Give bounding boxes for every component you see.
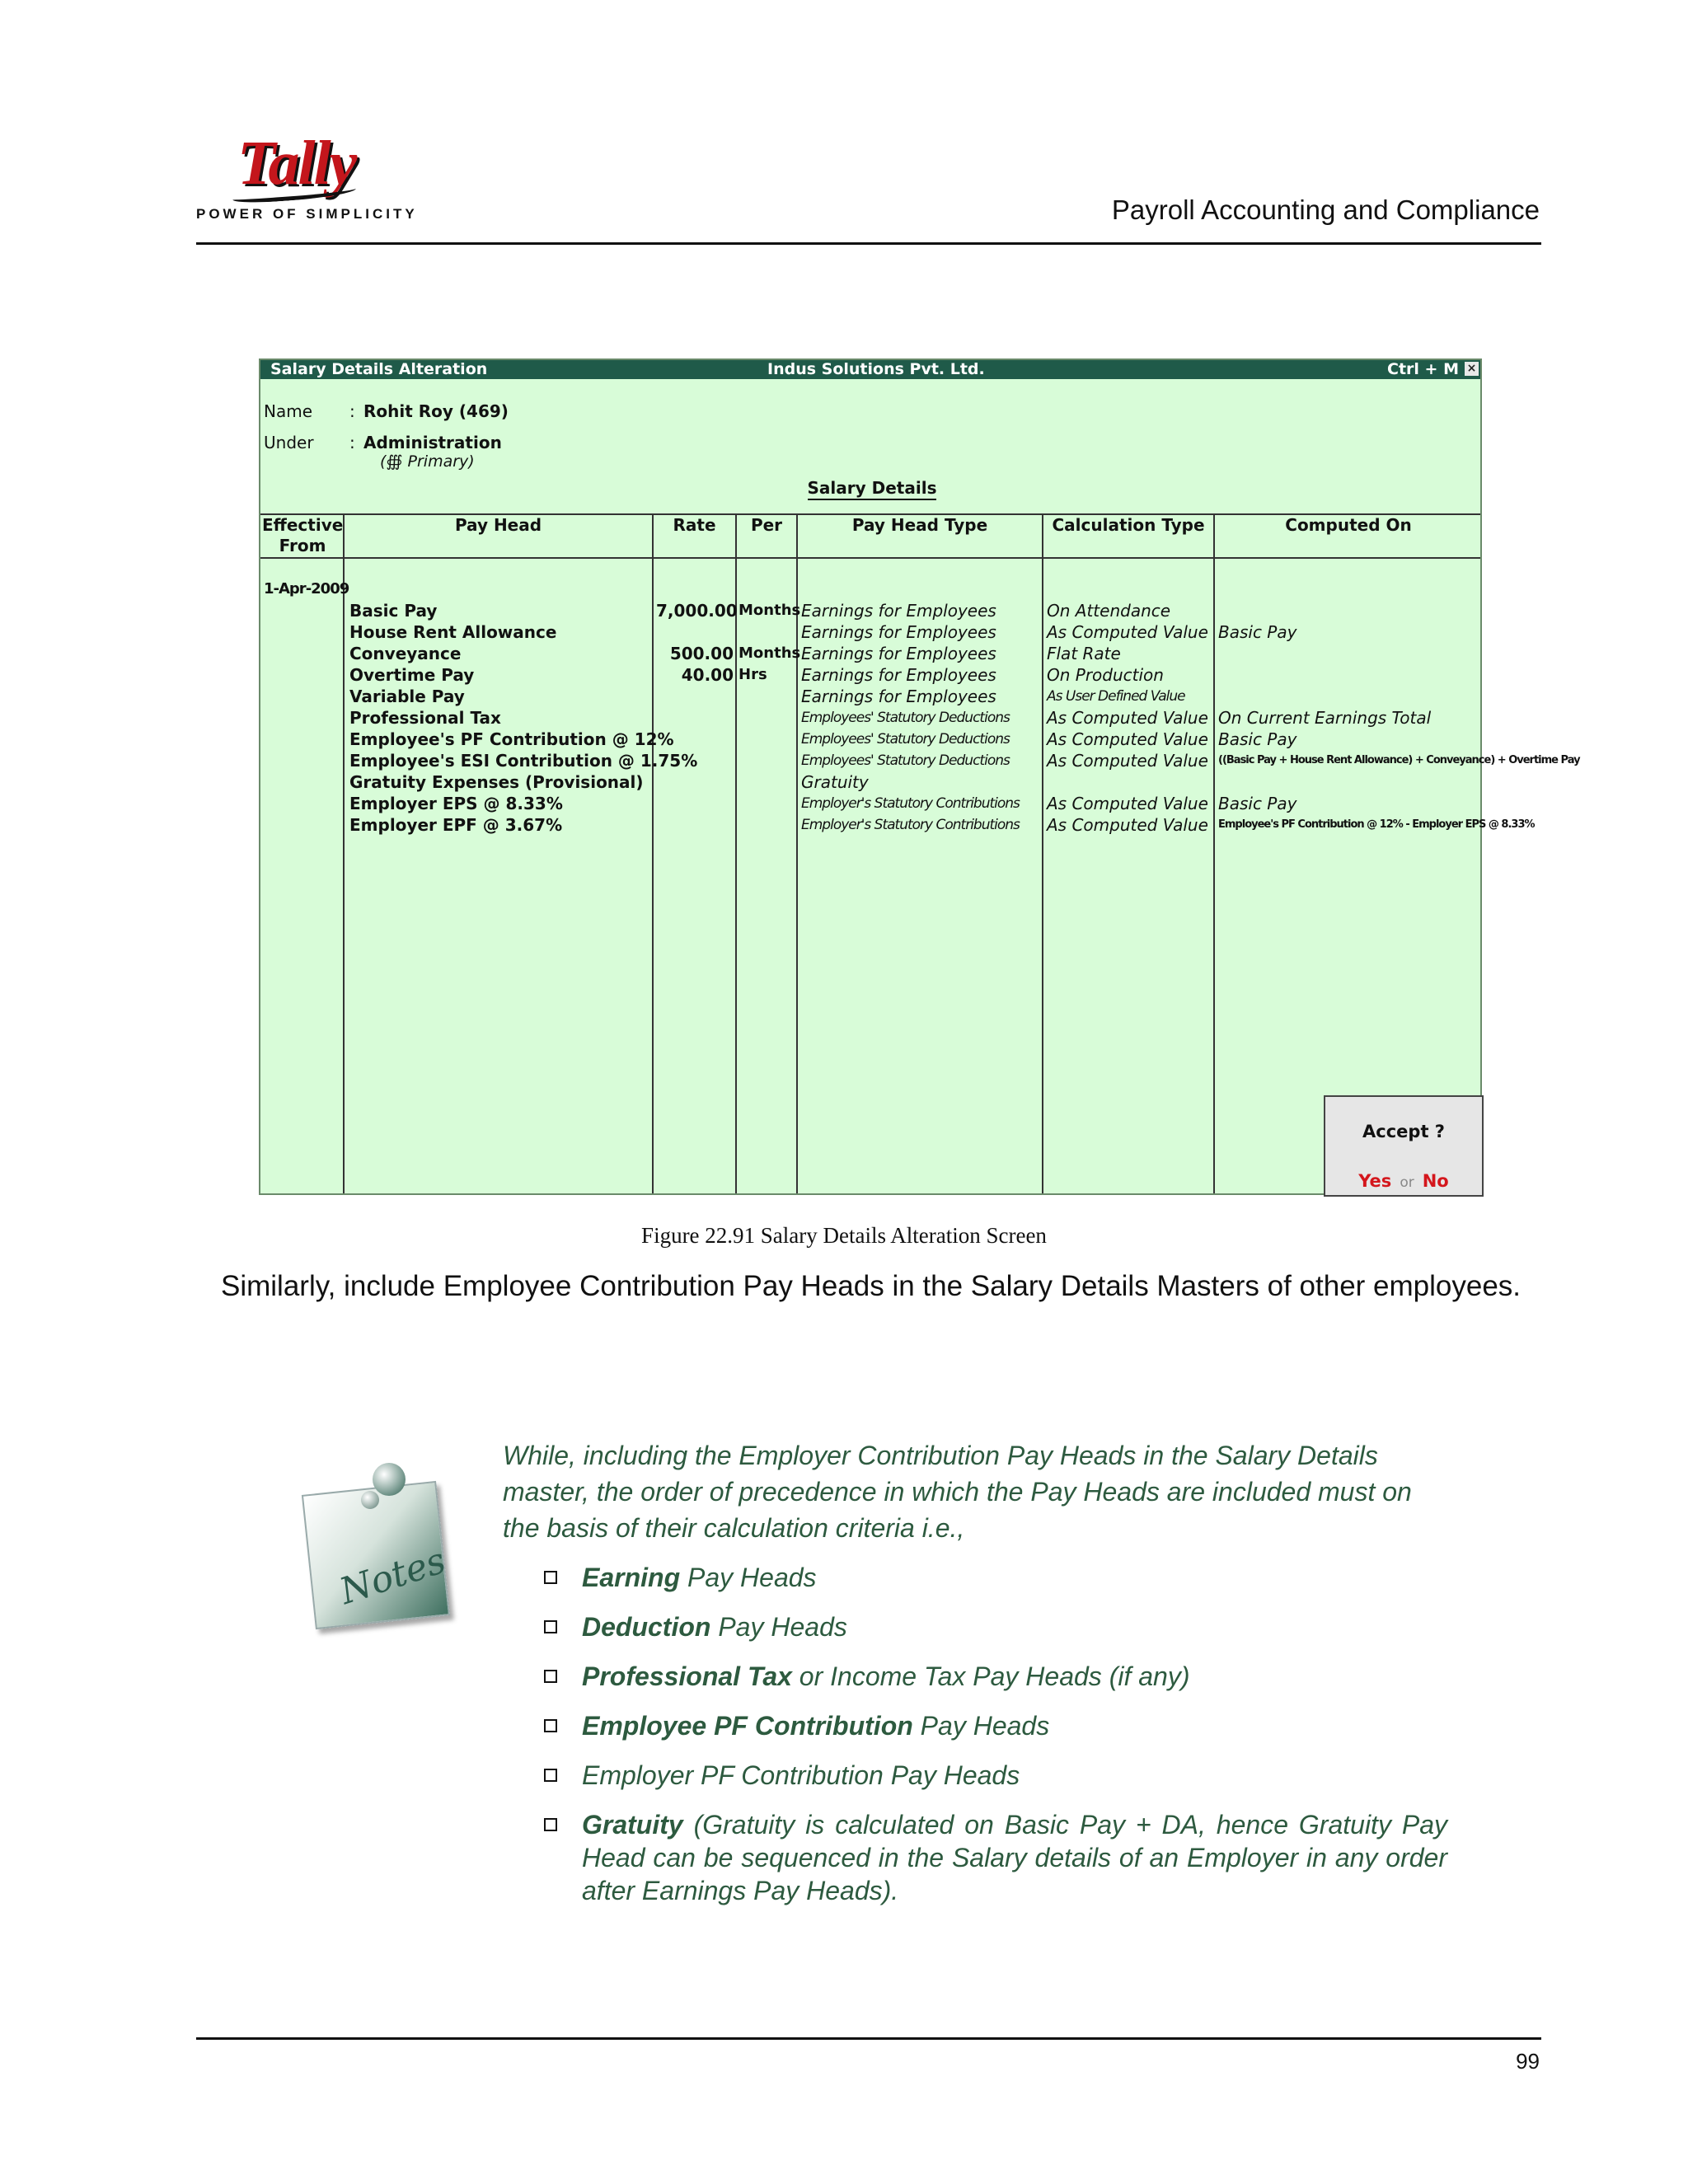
pay-head-type: Earnings for Employees: [801, 687, 996, 706]
col-rate: Rate: [673, 515, 716, 535]
pay-head: Conveyance: [349, 644, 462, 663]
pay-head-type: Earnings for Employees: [801, 622, 996, 642]
name-colon: :: [349, 401, 355, 421]
notes-list: [541, 1561, 1447, 1924]
pay-head-type: Earnings for Employees: [801, 665, 996, 685]
notes-intro: While, including the Employer Contribution Pay Heads in the Salary Details master, the order of precedence in which the Pay Heads are included must on the basis of their calculation criteria i.e.,: [503, 1441, 1412, 1543]
item-text: Pay Heads: [680, 1563, 817, 1592]
company-name: Indus Solutions Pvt. Ltd.: [767, 360, 985, 378]
pay-head: Employee's PF Contribution @ 12%: [349, 729, 674, 749]
pushpin-icon: [373, 1463, 406, 1496]
table-row[interactable]: [260, 621, 1480, 643]
pay-head-type: Employer's Statutory Contributions: [801, 795, 1020, 812]
page-header-title: Payroll Accounting and Compliance: [1111, 194, 1540, 225]
table-row[interactable]: [260, 600, 1480, 621]
or-label: or: [1400, 1174, 1414, 1191]
effective-date[interactable]: 1-Apr-2009: [264, 580, 349, 598]
salary-details-screen: [259, 359, 1580, 1195]
calculation-type: Flat Rate: [1047, 644, 1121, 663]
logo-wordmark: Tally: [237, 129, 356, 198]
item-bold: Gratuity: [582, 1810, 683, 1840]
item-bold: Deduction: [582, 1612, 711, 1642]
list-item: [541, 1610, 1447, 1643]
pay-head: House Rent Allowance: [349, 622, 557, 642]
list-item: [541, 1561, 1447, 1594]
pay-head-type: Employees' Statutory Deductions: [801, 752, 1010, 769]
col-calculation-type: Calculation Type: [1052, 515, 1205, 535]
rate: 500.00: [669, 644, 734, 663]
pay-head-type: Earnings for Employees: [801, 644, 996, 663]
calculation-type: As Computed Value: [1047, 815, 1208, 835]
col-effective-from: Effective From: [262, 515, 344, 555]
pay-head-type: Gratuity: [801, 772, 869, 792]
table-row[interactable]: [260, 686, 1480, 707]
rate: 40.00: [681, 665, 734, 685]
rate: 7,000.00: [656, 601, 738, 621]
table-row[interactable]: [260, 643, 1480, 664]
item-bold: Employee PF Contribution: [582, 1711, 913, 1741]
pay-head: Employee's ESI Contribution @ 1.75%: [349, 751, 698, 771]
pay-head-type: Employees' Statutory Deductions: [801, 731, 1010, 748]
pay-head-type: Employees' Statutory Deductions: [801, 710, 1010, 726]
screen-titlebar: [260, 360, 1480, 379]
calculation-type: As Computed Value: [1047, 708, 1208, 728]
section-title: [260, 478, 1484, 498]
calculation-type: As Computed Value: [1047, 622, 1208, 642]
list-item: [541, 1660, 1447, 1693]
col-pay-head-type: Pay Head Type: [851, 515, 988, 535]
pay-head: Variable Pay: [349, 687, 465, 706]
calculation-type: As User Defined Value: [1047, 688, 1185, 705]
calculation-type: On Production: [1047, 665, 1164, 685]
calculation-type: As Computed Value: [1047, 751, 1208, 771]
table-row[interactable]: [260, 793, 1480, 814]
computed-on: On Current Earnings Total: [1218, 708, 1432, 728]
computed-on: Employee's PF Contribution @ 12% - Employer EPS @ 8.33%: [1218, 818, 1535, 831]
under-label: Under: [264, 433, 314, 452]
under-colon: :: [349, 433, 355, 452]
table-row[interactable]: [260, 750, 1580, 771]
pay-head-type: Employer's Statutory Contributions: [801, 817, 1020, 833]
item-text: Employer PF Contribution Pay Heads: [582, 1760, 1020, 1790]
table-row[interactable]: [260, 664, 1480, 686]
name-label: Name: [264, 401, 313, 421]
col-per: Per: [750, 515, 783, 535]
pay-head-type: Earnings for Employees: [801, 601, 996, 621]
list-item: [541, 1759, 1447, 1792]
pay-head: Gratuity Expenses (Provisional): [349, 772, 644, 792]
table-row[interactable]: [260, 771, 1480, 793]
col-pay-head: Pay Head: [454, 515, 542, 535]
pay-head: Employer EPF @ 3.67%: [349, 815, 563, 835]
header-rule: [196, 242, 1541, 245]
item-text: Pay Heads: [912, 1711, 1050, 1741]
computed-on: Basic Pay: [1218, 729, 1297, 749]
logo-tagline: POWER OF SIMPLICITY: [196, 206, 418, 222]
per: Hrs: [738, 666, 767, 683]
computed-on: Basic Pay: [1218, 622, 1297, 642]
accept-options: [1325, 1171, 1482, 1191]
pay-head: Overtime Pay: [349, 665, 475, 685]
name-value[interactable]: Rohit Roy (469): [363, 401, 509, 421]
under-value[interactable]: Administration: [363, 433, 502, 452]
calculation-type: As Computed Value: [1047, 794, 1208, 813]
under-parent: (∰ Primary): [380, 452, 475, 471]
per: Months: [738, 602, 801, 619]
body-paragraph: Similarly, include Employee Contribution Pay Heads in the Salary Details Masters of other employees.: [221, 1270, 1522, 1302]
item-bold: Earning: [582, 1563, 681, 1592]
notes-label: Notes: [335, 1539, 451, 1614]
yes-button[interactable]: Yes: [1358, 1171, 1392, 1191]
no-button[interactable]: No: [1422, 1171, 1449, 1191]
pay-head: Professional Tax: [349, 708, 501, 728]
table-row[interactable]: [260, 707, 1480, 729]
calculation-type: On Attendance: [1047, 601, 1171, 621]
pay-head: Employer EPS @ 8.33%: [349, 794, 563, 813]
window-title: Salary Details Alteration: [270, 360, 488, 378]
tally-logo: [196, 129, 418, 229]
item-text: (Gratuity is calculated on Basic Pay + DA, hence Gratuity Pay Head can be sequenced in the Salary details of an Employer in any order after Earnings Pay Heads).: [582, 1810, 1447, 1905]
list-item: [541, 1709, 1447, 1742]
figure-caption: Figure 22.91 Salary Details Alteration Screen: [641, 1223, 1047, 1248]
table-row[interactable]: [260, 814, 1535, 836]
accept-dialog: [1324, 1095, 1484, 1197]
pin-stem: [361, 1491, 379, 1509]
section-title-text: Salary Details: [808, 478, 937, 500]
per: Months: [738, 644, 801, 662]
close-icon[interactable]: ×: [1465, 362, 1479, 376]
item-text: or Income Tax Pay Heads (if any): [791, 1661, 1190, 1691]
table-header-rule: [260, 557, 1480, 559]
item-text: Pay Heads: [710, 1612, 847, 1642]
calculation-type: As Computed Value: [1047, 729, 1208, 749]
notes-icon: [305, 1463, 451, 1632]
computed-on: Basic Pay: [1218, 794, 1297, 813]
computed-on: ((Basic Pay + House Rent Allowance) + Conveyance) + Overtime Pay: [1218, 754, 1580, 766]
pay-head: Basic Pay: [349, 601, 438, 621]
page-number: 99: [1516, 2049, 1540, 2074]
col-computed-on: Computed On: [1285, 515, 1412, 535]
table-row[interactable]: [260, 729, 1480, 750]
shortcut-label: Ctrl + M: [1387, 360, 1459, 378]
list-item: [541, 1808, 1447, 1907]
accept-question: Accept ?: [1362, 1122, 1445, 1141]
footer-rule: [196, 2037, 1541, 2040]
item-bold: Professional Tax: [582, 1661, 792, 1691]
